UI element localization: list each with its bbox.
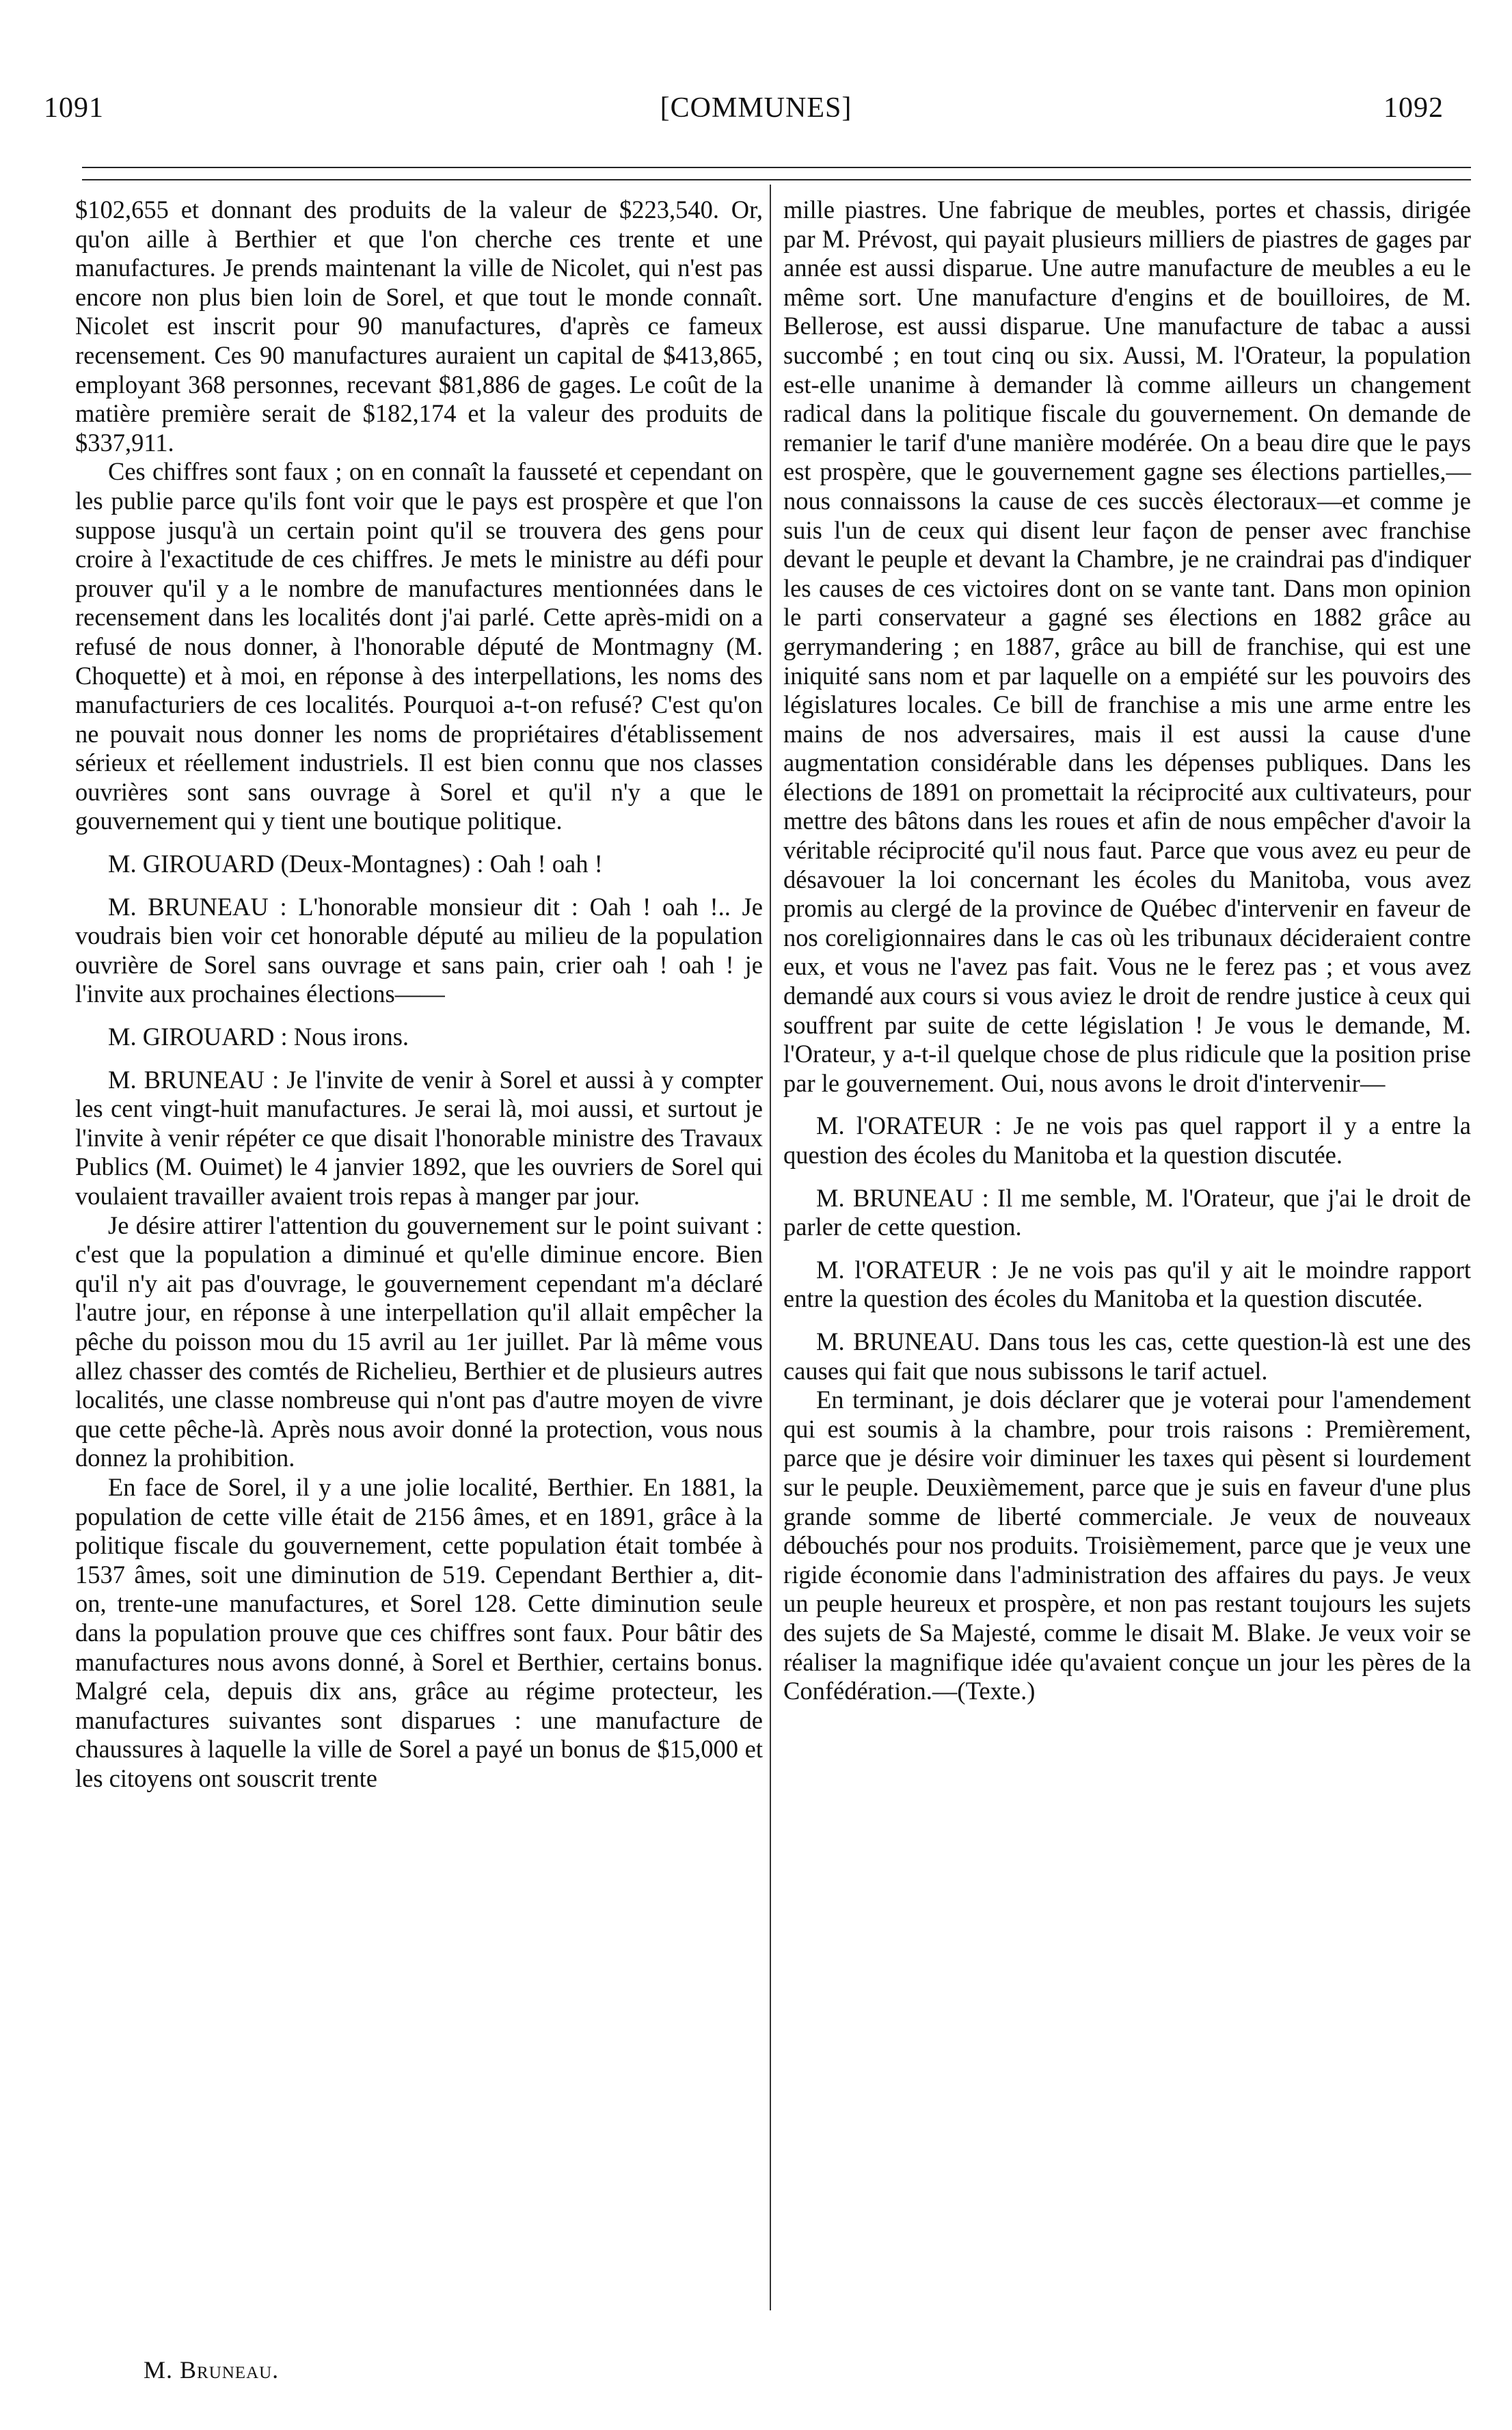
paragraph: En face de Sorel, il y a une jolie localité, Berthier. En 1881, la population de cette ville était de 2156 âmes, et en 1891, grâce à la politique fiscale du gouvernement, cette population était tombée à 1537 âmes, soit une diminution de 519. Cependant Berthier a, dit-on, trente-une manufactures, et Sorel 128. Cette diminution seule dans la population prouve que ces chiffres sont faux. Pour bâtir des manufactures nous avons donné, à Sorel et Berthier, certains bonus. Malgré cela, depuis dix ans, grâce au régime protecteur, les manufactures suivantes sont disparues : une manufacture de chaussures à laquelle la ville de Sorel a payé un bonus de $15,000 et les citoyens ont souscrit trente [75, 1472, 763, 1792]
right-column [783, 195, 1471, 1706]
speaker-paragraph: M. l'ORATEUR : Je ne vois pas qu'il y ait le moindre rapport entre la question des écoles du Manitoba et la question discutée. [783, 1255, 1471, 1313]
left-page-number: 1091 [44, 92, 104, 124]
paragraph: Je désire attirer l'attention du gouvernement sur le point suivant : c'est que la population a diminué et qu'elle diminue encore. Bien qu'il n'y ait pas d'ouvrage, le gouvernement cependant m'a déclaré l'autre jour, en réponse à une interpellation qu'il allait empêcher la pêche du poisson mou du 15 avril au 1er juillet. Par là même vous allez chasser des comtés de Richelieu, Berthier et de plusieurs autres localités, une classe nombreuse qui n'ont pas d'autre moyen de vivre que cette pêche-là. Après nous avoir donné la protection, vous nous donnez la prohibition. [75, 1211, 763, 1472]
header-rule-top [82, 167, 1471, 168]
speaker-paragraph: M. GIROUARD (Deux-Montagnes) : Oah ! oah ! [108, 850, 603, 878]
speaker-paragraph: M. BRUNEAU : L'honorable monsieur dit : Oah ! oah !.. Je voudrais bien voir cet honorable député au milieu de la population ouvrière de Sorel sans ouvrage et sans pain, crier oah ! oah ! je l'invite aux prochaines élections—— [75, 892, 763, 1008]
left-column [75, 195, 763, 1793]
right-page-number: 1092 [1383, 92, 1444, 124]
paragraph: En terminant, je dois déclarer que je voterai pour l'amendement qui est soumis à la chambre, pour trois raisons : Premièrement, parce que je désire voir diminuer les taxes qui pèsent si lourdement sur le peuple. Deuxièmement, parce que je suis en faveur d'une plus grande somme de liberté commerciale. Je veux de nouveaux débouchés pour nos produits. Troisièmement, parce que je veux une rigide économie dans l'administration des affaires du pays. Je veux un peuple heureux et prospère, et non pas restant toujours les sujets des sujets de Sa Majesté, comme le disait M. Blake. Je veux voir se réaliser la magnifique idée qu'avaient conçue un jour les pères de la Confédération.—(Texte.) [783, 1386, 1471, 1705]
speaker-paragraph: M. BRUNEAU : Je l'invite de venir à Sorel et aussi à y compter les cent vingt-huit manufactures. Je serai là, moi aussi, et surtout je l'invite à venir répéter ce que disait l'honorable ministre des Travaux Publics (M. Ouimet) le 4 janvier 1892, que les ouvriers de Sorel qui voulaient travailler avaient trois repas à manger par jour. [75, 1065, 763, 1210]
paragraph: mille piastres. Une fabrique de meubles, portes et chassis, dirigée par M. Prévost, qui payait plusieurs milliers de piastres de gages par année est aussi disparue. Une autre manufacture de meubles a eu le même sort. Une manufacture d'engins et de bouilloires, de M. Bellerose, est aussi disparue. Une manufacture de tabac a aussi succombé ; en tout cinq ou six. Aussi, M. l'Orateur, la population est-elle unanime à demander là comme ailleurs un changement radical dans la politique fiscale du gouvernement. On demande de remanier le tarif d'une manière modérée. On a beau dire que le pays est prospère, que le gouvernement gagne ses élections partielles,—nous connaissons la cause de ces succès électoraux—et comme je suis l'un de ceux qui disent leur façon de penser avec franchise devant le peuple et devant la Chambre, je ne craindrai pas d'indiquer les causes de ces victoires dont on se vante tant. Dans mon opinion le parti conservateur a gagné ses élections en 1882 grâce au gerrymandering ; en 1887, grâce au bill de franchise, qui est une iniquité sans nom et par laquelle on a empiété sur les pouvoirs des législatures locales. Ce bill de franchise a mis une arme entre les mains de nos adversaires, mais il est aussi la cause d'une augmentation considérable dans les dépenses publiques. Dans les élections de 1891 on promettait la réciprocité aux cultivateurs, pour mettre des bâtons dans les roues et afin de nous empêcher d'avoir la véritable réciprocité qu'il nous faut. Parce que vous avez eu peur de désavouer la loi concernant les écoles du Manitoba, vous avez promis au clergé de la province de Québec d'intervenir en faveur de nos coreligionnaires dans le cas où les tribunaux décideraient contre eux, et vous ne l'avez pas fait. Vous ne le ferez pas ; et vous avez demandé aux cours si vous aviez le droit de rendre justice à ceux qui souffrent par suite de cette législation ! Je vous le demande, M. l'Orateur, y a-t-il quelque chose de plus ridicule que la position prise par le gouvernement. Oui, nous avons le droit d'intervenir— [783, 195, 1471, 1097]
paragraph: $102,655 et donnant des produits de la valeur de $223,540. Or, qu'on aille à Berthier et que l'on cherche ces trente et une manufactures. Je prends maintenant la ville de Nicolet, qui n'est pas encore non plus bien loin de Sorel, et que tout le monde connaît. Nicolet est inscrit pour 90 manufactures, d'après ce fameux recensement. Ces 90 manufactures auraient un capital de $413,865, employant 368 personnes, recevant $81,886 de gages. Le coût de la matière première serait de $182,174 et la valeur des produits de $337,911. [75, 195, 763, 457]
header-rule-bottom [82, 179, 1471, 180]
speaker-paragraph: M. l'ORATEUR : Je ne vois pas quel rapport il y a entre la question des écoles du Manitoba et la question discutée. [783, 1111, 1471, 1169]
paragraph: Ces chiffres sont faux ; on en connaît la fausseté et cependant on les publie parce qu'ils font voir que le pays est prospère et que l'on suppose jusqu'à un certain point qu'il se trouvera des gens pour croire à l'exactitude de ces chiffres. Je mets le ministre au défi pour prouver qu'il y a le nombre de manufactures mentionnées dans le recensement dans les localités dont j'ai parlé. Cette après-midi on a refusé de nous donner, à l'honorable député de Montmagny (M. Choquette) et à moi, en réponse à des interpellations, les noms des manufacturiers de ces localités. Pourquoi a-t-on refusé? C'est qu'on ne pouvait nous donner les noms de propriétaires d'établissement sérieux et réellement industriels. Il est bien connu que nos classes ouvrières sont sans ouvrage à Sorel et qu'il n'y a que le gouvernement qui y tient une boutique politique. [75, 457, 763, 835]
column-divider [770, 185, 771, 2310]
running-title: [COMMUNES] [660, 92, 852, 124]
speaker-paragraph: M. BRUNEAU : Il me semble, M. l'Orateur, que j'ai le droit de parler de cette question. [783, 1183, 1471, 1241]
page-header [41, 92, 1471, 139]
catchword-footer: M. Bruneau. [144, 2356, 280, 2384]
speaker-paragraph: M. GIROUARD : Nous irons. [108, 1023, 409, 1051]
speaker-paragraph: M. BRUNEAU. Dans tous les cas, cette question-là est une des causes qui fait que nous subissons le tarif actuel. [783, 1327, 1471, 1385]
